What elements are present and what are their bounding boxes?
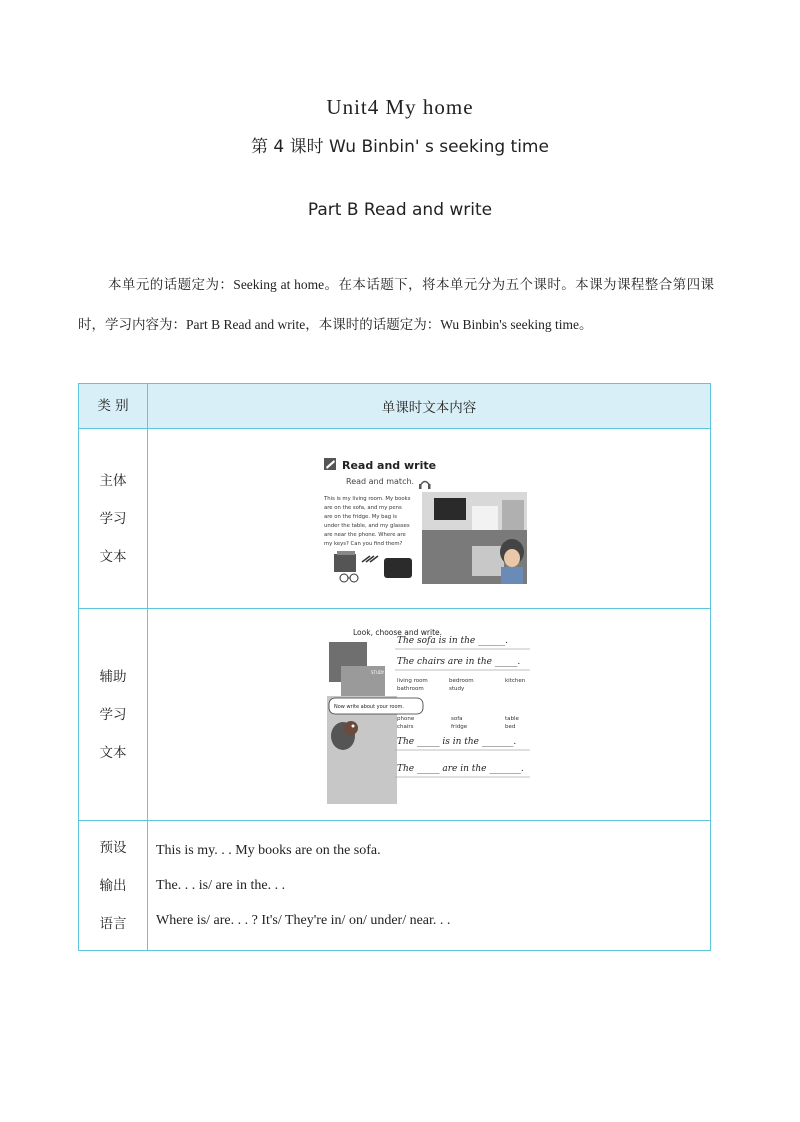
- line-3: The _____ is in the _______.: [396, 736, 516, 747]
- image2-heading: Look, choose and write.: [352, 627, 442, 637]
- table-row: [79, 609, 711, 821]
- output-language-cell: [148, 821, 711, 951]
- line-1: The sofa is in the ______.: [396, 635, 508, 646]
- svg-text:STUDY: STUDY: [370, 669, 384, 675]
- table-header-row: [79, 384, 711, 429]
- living-room-picture: [422, 492, 527, 584]
- aux-text-cell: [148, 609, 711, 821]
- image1-heading: Read and write: [341, 458, 436, 472]
- category-cell: 预设 输出 语言: [79, 821, 148, 951]
- image1-subheading: Read and match.: [345, 476, 414, 486]
- table-row: [79, 821, 711, 951]
- language-line: Where is/ are. . . ? It's/ They're in/ on/ under/ near. . .: [156, 913, 451, 928]
- header-content: 单课时文本内容: [148, 384, 711, 429]
- part-title: Part B Read and write: [307, 200, 493, 220]
- look-choose-write-image: [327, 626, 532, 804]
- line-2: The chairs are in the _____.: [396, 656, 520, 667]
- language-line: The. . . is/ are in the. . .: [156, 878, 286, 893]
- word-bank-1: living room bedroom kitchen bathroom study: [396, 677, 525, 692]
- category-cell: 主体 学习 文本: [79, 429, 148, 609]
- lesson-title: 第 4 课时 Wu Binbin' s seeking time: [251, 137, 549, 157]
- read-and-write-image: [322, 454, 537, 584]
- bubble-text: Now write about your room.: [333, 703, 404, 710]
- lesson-table: [78, 383, 711, 951]
- language-line: This is my. . . My books are on the sofa.: [156, 843, 381, 858]
- image1-passage: This is my living room. My books are on the sofa, and my pens are on the fridge. My bag is under the table, and my glasses are near the phone. Where are my keys? Can you find them?: [323, 495, 410, 547]
- unit-title: Unit4 My home: [326, 95, 474, 119]
- table-row: [79, 429, 711, 609]
- pencil-icon: [324, 458, 336, 470]
- intro-paragraph: 本单元的话题定为：Seeking at home。在本话题下，将本单元分为五个课时。本课为课程整合第四课时，学习内容为：Part B Read and write，本课时的话题定为：Wu Binbin's seeking time。: [78, 277, 714, 332]
- line-4: The _____ are in the _______.: [396, 763, 524, 774]
- category-cell: 辅助 学习 文本: [79, 609, 148, 821]
- header-category: 类 别: [79, 384, 148, 429]
- main-text-cell: [148, 429, 711, 609]
- word-bank-2: phone sofa table chairs fridge bed: [396, 715, 519, 730]
